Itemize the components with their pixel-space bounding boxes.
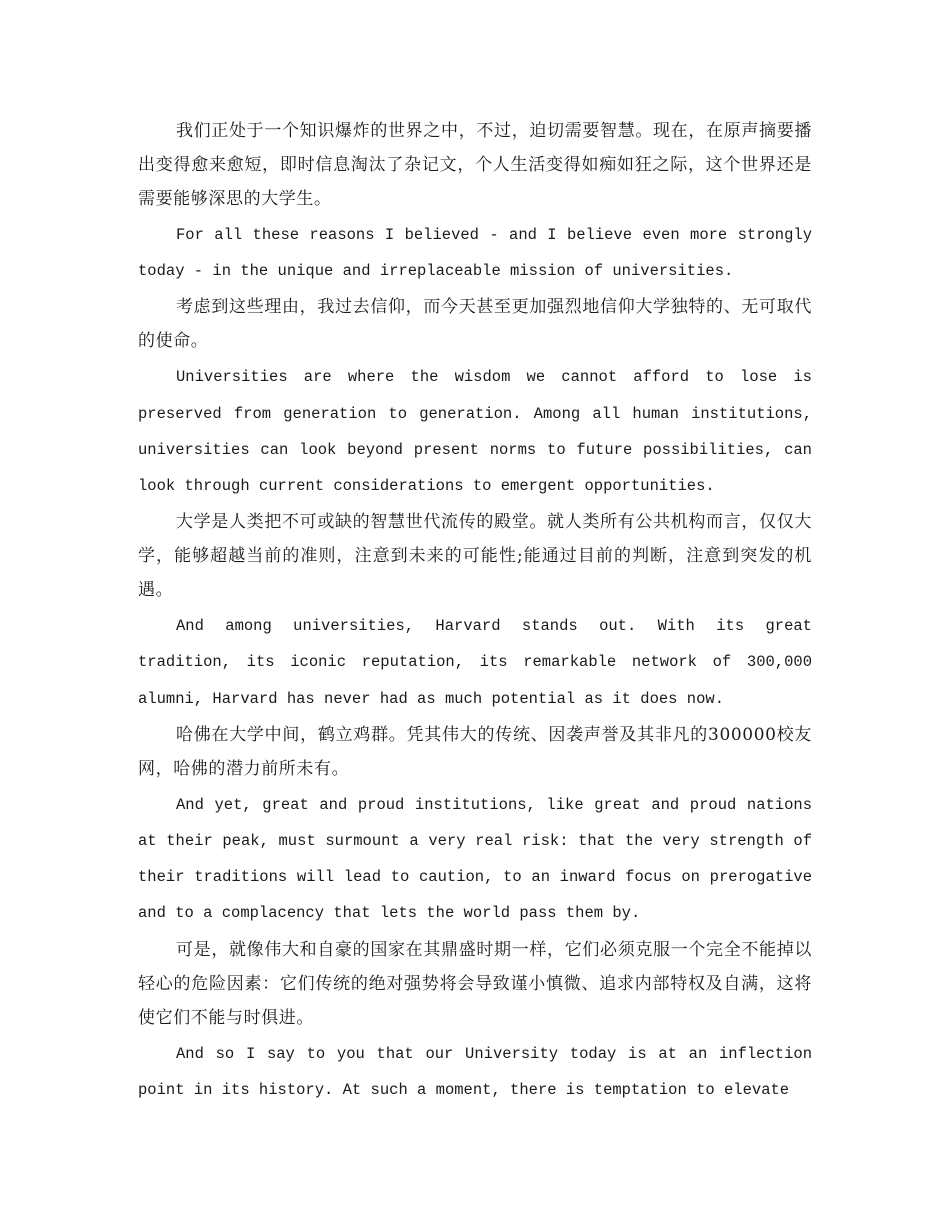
- paragraph-en-1: For all these reasons I believed - and I believe even more strongly today - in the unique and irreplaceable mission of universities.: [138, 226, 812, 281]
- paragraph-en-4: And yet, great and proud institutions, like great and proud nations at their peak, must surmount a very real risk: that the very strength of their traditions will lead to caution, to an inward focus on prerogative and to a complacency that lets the world pass them by.: [138, 795, 812, 923]
- paragraph-zh-1: 我们正处于一个知识爆炸的世界之中，不过，迫切需要智慧。现在，在原声摘要播出变得愈来愈短，即时信息淘汰了杂记文，个人生活变得如痴如狂之际，这个世界还是需要能够深思的大学生。: [138, 121, 812, 209]
- paragraph-zh-2: 考虑到这些理由，我过去信仰，而今天甚至更加强烈地信仰大学独特的、无可取代的使命。: [138, 297, 812, 352]
- paragraph-en-5: And so I say to you that our University today is at an inflection point in its history. At such a moment, there is temptation to elevate: [138, 1044, 812, 1099]
- paragraph-en-2: Universities are where the wisdom we cannot afford to lose is preserved from generation to generation. Among all human institutions, universities can look beyond present norms to future possibilities, can look through current considerations to emergent opportunities.: [138, 368, 812, 496]
- paragraph-zh-4: 哈佛在大学中间，鹤立鸡群。凭其伟大的传统、因袭声誉及其非凡的300000校友网，哈佛的潜力前所未有。: [138, 724, 812, 779]
- paragraph-en-3: And among universities, Harvard stands out. With its great tradition, its iconic reputation, its remarkable network of 300,000 alumni, Harvard has never had as much potential as it does now.: [138, 617, 812, 708]
- document-page: [138, 114, 812, 1109]
- paragraph-zh-3: 大学是人类把不可或缺的智慧世代流传的殿堂。就人类所有公共机构而言，仅仅大学，能够超越当前的准则，注意到未来的可能性;能通过目前的判断，注意到突发的机遇。: [138, 512, 812, 601]
- paragraph-zh-5: 可是，就像伟大和自豪的国家在其鼎盛时期一样，它们必须克服一个完全不能掉以轻心的危险因素：它们传统的绝对强势将会导致谨小慎微、追求内部特权及自满，这将使它们不能与时俱进。: [138, 939, 812, 1028]
